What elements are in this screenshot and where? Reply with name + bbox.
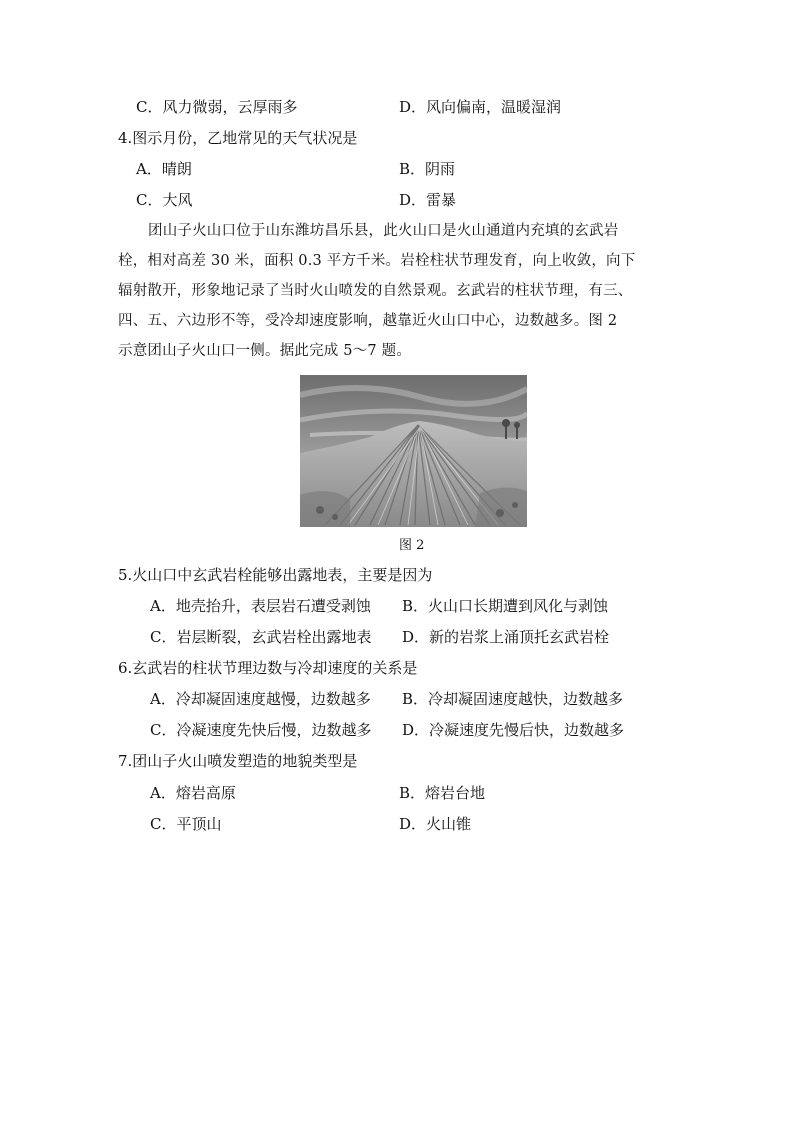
q7-option-a: A．熔岩高原: [150, 784, 236, 802]
q5-option-c: C．岩层断裂，玄武岩栓出露地表: [150, 628, 372, 646]
q6-option-c: C．冷凝速度先快后慢，边数越多: [150, 721, 372, 739]
q4-stem: 4.图示月份，乙地常见的天气状况是: [118, 129, 358, 147]
passage-line: 辐射散开，形象地记录了当时火山喷发的自然景观。玄武岩的柱状节理，有三、: [118, 283, 633, 299]
passage: [118, 216, 678, 366]
q4-option-d: D．雷暴: [399, 191, 457, 209]
q5-option-b: B．火山口长期遭到风化与剥蚀: [402, 597, 609, 615]
figure-photo: [300, 375, 527, 527]
q6-option-b: B．冷却凝固速度越快，边数越多: [402, 690, 624, 708]
q6-stem: 6.玄武岩的柱状节理边数与冷却速度的关系是: [118, 659, 418, 677]
q3-option-c: C．风力微弱，云厚雨多: [136, 98, 298, 116]
q6-option-d: D．冷凝速度先慢后快，边数越多: [402, 721, 625, 739]
q7-option-d: D．火山锥: [399, 815, 472, 833]
passage-line: 栓，相对高差 30 米，面积 0.3 平方千米。岩栓柱状节理发育，向上收敛，向下: [118, 253, 636, 269]
q7-stem: 7.团山子火山喷发塑造的地貌类型是: [118, 752, 358, 770]
figure-caption: 图 2: [399, 538, 425, 553]
q4-option-a: A．晴朗: [136, 160, 192, 178]
passage-line: 四、五、六边形不等，受冷却速度影响，越靠近火山口中心，边数越多。图 2: [118, 313, 618, 329]
q5-option-a: A．地壳抬升，表层岩石遭受剥蚀: [150, 597, 371, 615]
q5-stem: 5.火山口中玄武岩栓能够出露地表，主要是因为: [118, 566, 433, 584]
q7-option-c: C．平顶山: [150, 815, 222, 833]
q4-option-c: C．大风: [136, 191, 193, 209]
q5-option-d: D．新的岩浆上涌顶托玄武岩栓: [402, 628, 610, 646]
q3-option-d: D．风向偏南，温暖湿润: [399, 98, 562, 116]
q7-option-b: B．熔岩台地: [399, 784, 486, 802]
passage-line: 示意团山子火山口一侧。据此完成 5～7 题。: [118, 343, 412, 359]
q6-option-a: A．冷却凝固速度越慢，边数越多: [150, 690, 371, 708]
passage-line: 团山子火山口位于山东潍坊昌乐县，此火山口是火山通道内充填的玄武岩: [148, 223, 619, 239]
q4-option-b: B．阴雨: [399, 160, 456, 178]
